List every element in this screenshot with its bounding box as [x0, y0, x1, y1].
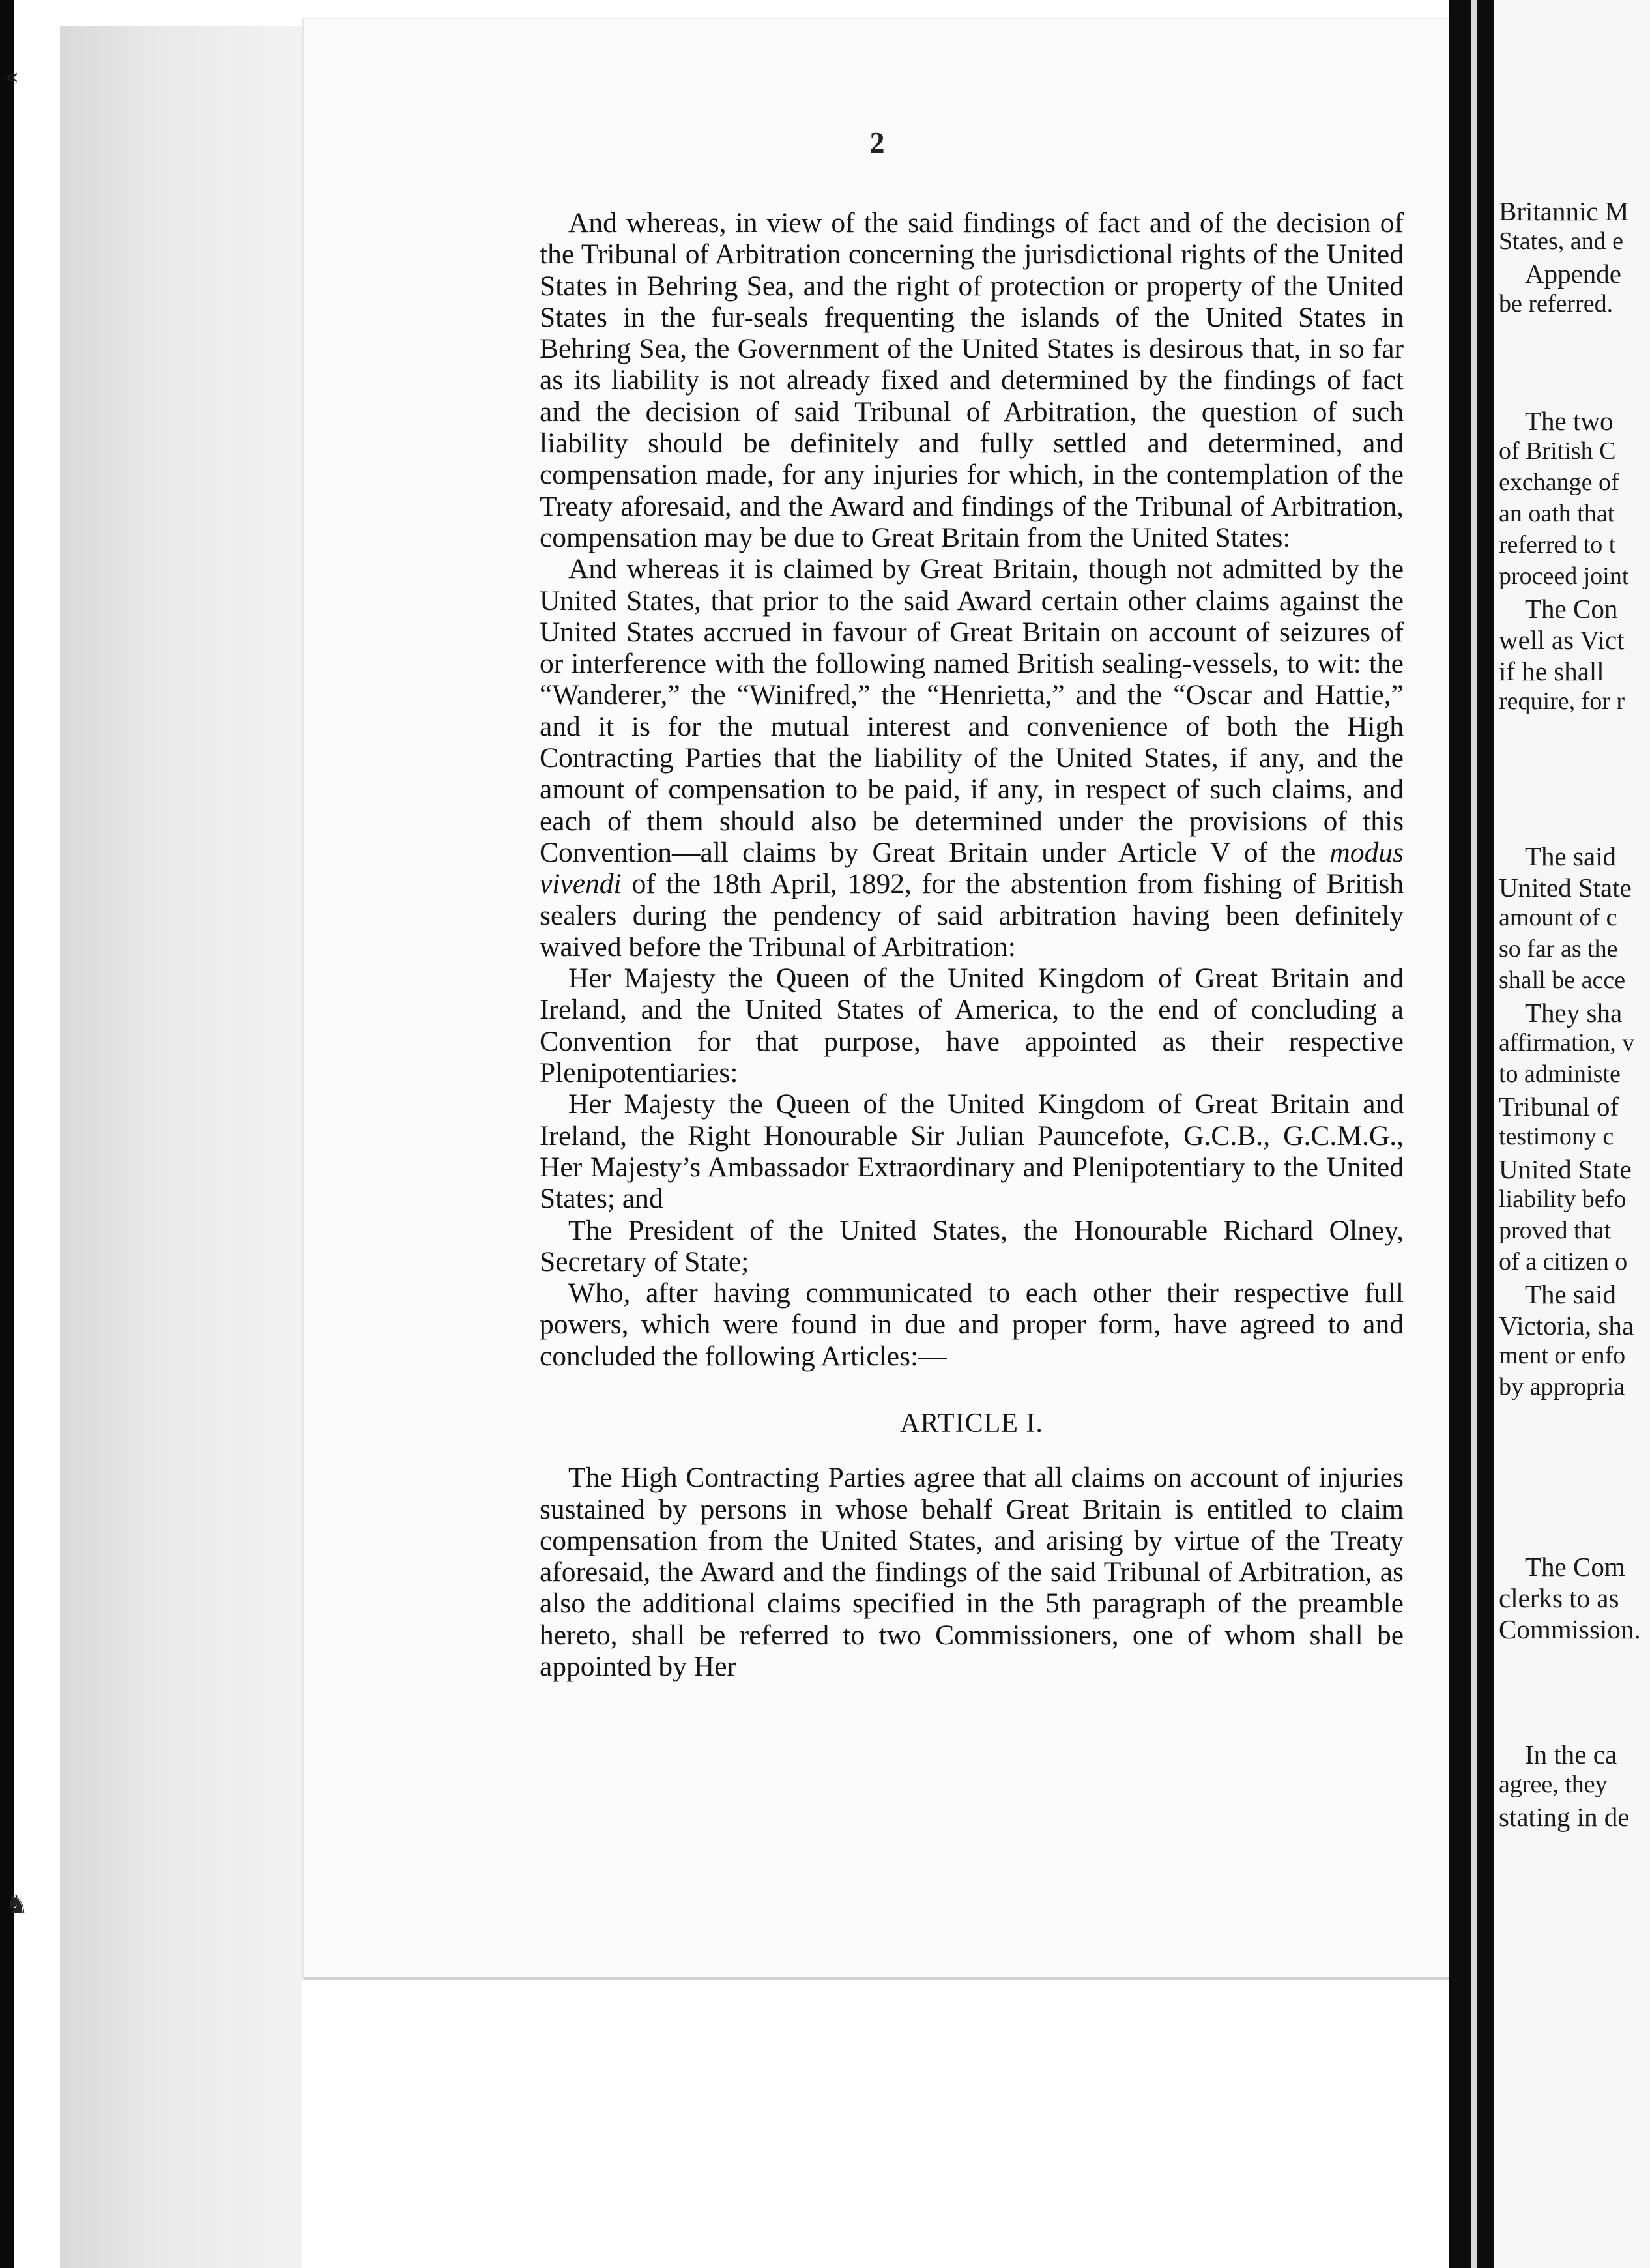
right-page-line: The said [1525, 1279, 1617, 1309]
right-page-line: shall be acce [1499, 967, 1626, 994]
paragraph-plenipotentiaries: Her Majesty the Queen of the United Kingdom of Great Britain and Ireland, and the United States of America, to the end of concluding a Convention for that purpose, have appointed as their respective Plenipotentiaries: [540, 963, 1404, 1089]
right-page-line: liability befo [1499, 1185, 1627, 1213]
paragraph-whereas-2-tail: of the 18th April, 1892, for the abstention from fishing of British sealers during the pendency of said arbitration having been definitely waived before the Tribunal of Arbitration: [540, 868, 1404, 963]
right-page-line: The said [1525, 841, 1617, 871]
right-page-line: Victoria, sha [1499, 1311, 1634, 1341]
right-page-line: Appende [1525, 259, 1622, 289]
right-page-line: so far as the [1499, 935, 1618, 963]
right-page-line: States, and e [1499, 227, 1624, 255]
right-page-line: require, for r [1499, 688, 1625, 715]
right-page-line: In the ca [1525, 1739, 1617, 1769]
scan-border-left [0, 0, 14, 2268]
right-page-line: an oath that [1499, 500, 1615, 527]
page-body [540, 207, 1404, 1682]
right-page-line: ment or enfo [1499, 1342, 1626, 1369]
right-page-line: testimony c [1499, 1123, 1614, 1150]
document-page [302, 18, 1451, 1980]
paragraph-british-plenipotentiary: Her Majesty the Queen of the United Kingdom of Great Britain and Ireland, the Right Honourable Sir Julian Pauncefote, G.C.B., G.C.M.G., Her Majesty’s Ambassador Extraordinary and Plenipotentiary to the United States; and [540, 1088, 1404, 1215]
right-page-line: The Con [1525, 594, 1618, 624]
right-page-line: Britannic M [1499, 196, 1629, 226]
right-page-line: They sha [1525, 998, 1623, 1028]
page-number: 2 [869, 126, 885, 159]
right-page-line: to administe [1499, 1060, 1621, 1088]
left-margin-mark-top: « [5, 64, 19, 90]
right-page-line: agree, they [1499, 1771, 1608, 1798]
left-margin-mark-bottom: ♞ [5, 1890, 29, 1920]
paragraph-whereas-1: And whereas, in view of the said findings of fact and of the decision of the Tribunal of Arbitration concerning the jurisdictional rights of the United States in Behring Sea, and the right of protection or property of the United States in the fur-seals frequenting the islands of the United States in Behring Sea, the Government of the United States is desirous that, in so far as its liability is not already fixed and determined by the findings of fact and the decision of said Tribunal of Arbitration, the question of such liability should be definitely and fully settled and determined, and compensation made, for any injuries for which, in the contemplation of the Treaty aforesaid, and the Award and findings of the Tribunal of Arbitration, compensation may be due to Great Britain from the United States: [540, 207, 1404, 553]
left-margin-strip [60, 26, 302, 2268]
right-page-line: of British C [1499, 437, 1616, 465]
right-page-line: United State [1499, 873, 1632, 903]
right-page-line: of a citizen o [1499, 1248, 1628, 1275]
right-page-line: by appropria [1499, 1373, 1625, 1401]
paragraph-us-plenipotentiary: The President of the United States, the Honourable Richard Olney, Secretary of State; [540, 1214, 1404, 1277]
right-page-line: proceed joint [1499, 562, 1629, 590]
article-heading: ARTICLE I. [900, 1408, 1043, 1438]
paragraph-whereas-2 [540, 553, 1404, 963]
right-page-line: proved that [1499, 1217, 1612, 1244]
right-page-line: stating in de [1499, 1802, 1630, 1832]
right-page-line: well as Vict [1499, 625, 1625, 655]
right-page-line: affirmation, v [1499, 1029, 1635, 1056]
right-page-line: Commission. [1499, 1614, 1641, 1644]
right-page-line: be referred. [1499, 290, 1614, 317]
article-1-text: The High Contracting Parties agree that all claims on account of injuries sustained by persons in whose behalf Great Britain is entitled to claim compensation from the United States, and arising by virtue of the Treaty aforesaid, the Award and the findings of the said Tribunal of Arbitration, as also the additional claims specified in the 5th paragraph of the preamble hereto, shall be referred to two Commissioners, one of whom shall be appointed by Her [540, 1462, 1404, 1683]
right-page-line: clerks to as [1499, 1583, 1619, 1613]
right-page-line: The two [1525, 406, 1614, 436]
right-page-line: Tribunal of [1499, 1092, 1619, 1122]
right-page-line: exchange of [1499, 469, 1619, 496]
right-page-line: if he shall [1499, 656, 1604, 686]
paragraph-full-powers: Who, after having communicated to each other their respective full powers, which were found in due and proper form, have agreed to and concluded the following Articles:— [540, 1277, 1404, 1372]
right-page-line: The Com [1525, 1552, 1625, 1582]
right-page-line: United State [1499, 1154, 1632, 1184]
right-page-line: referred to t [1499, 531, 1616, 559]
modus-vivendi-term: modus vivendi [540, 836, 1404, 900]
right-page-line: amount of c [1499, 904, 1617, 931]
right-partial-page [1494, 0, 1650, 2268]
page-gap-highlight [1471, 0, 1477, 2268]
paragraph-whereas-2-text: And whereas it is claimed by Great Britain, though not admitted by the United States, that prior to the said Award certain other claims against the United States accrued in favour of Great Britain on account of seizures of or interference with the following named British sealing-vessels, to wit: the “Wanderer,” the “Winifred,” the “Henrietta,” and the “Oscar and Hattie,” and it is for the mutual interest and convenience of both the High Contracting Parties that the liability of the United States, if any, and the amount of compensation to be paid, if any, in respect of such claims, and each of them should also be determined under the provisions of this Convention—all claims by Great Britain under Article V of the [540, 553, 1404, 868]
